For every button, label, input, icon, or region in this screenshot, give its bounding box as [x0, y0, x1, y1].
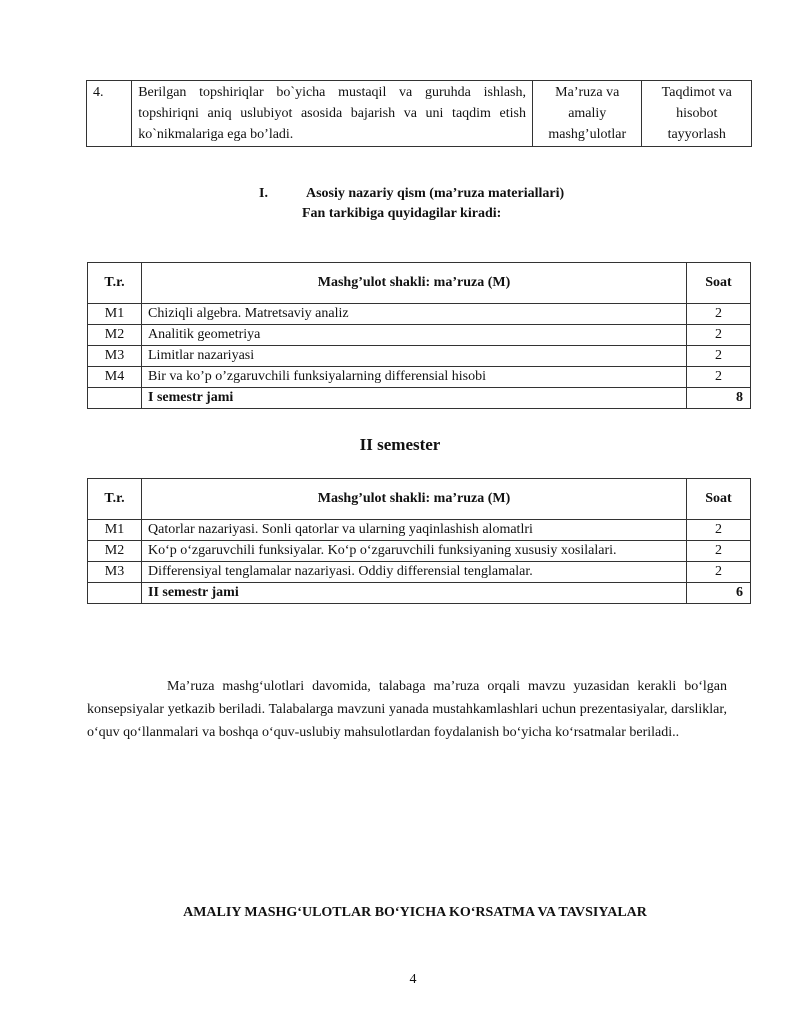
lecture-topic: Limitlar nazariyasi — [142, 346, 687, 367]
lecture-topic: Bir va ko’p o’zgaruvchili funksiyalarning differensial hisobi — [142, 367, 687, 388]
column-header-hours: Soat — [687, 479, 751, 520]
total-label: I semestr jami — [142, 388, 687, 409]
total-hours: 8 — [687, 388, 751, 409]
lecture-code: M4 — [88, 367, 142, 388]
section-title: Asosiy nazariy qism (ma’ruza materiallari) — [306, 186, 565, 201]
lecture-code: M3 — [88, 562, 142, 583]
lecture-description-paragraph — [87, 675, 727, 744]
lecture-hours: 2 — [687, 304, 751, 325]
section-subtitle: Fan tarkibiga quyidagilar kiradi: — [302, 206, 502, 221]
table-total-row — [88, 583, 751, 604]
table-header-row — [88, 479, 751, 520]
semester1-lecture-table — [87, 262, 751, 409]
table-row — [87, 81, 752, 147]
assessment-form — [642, 81, 752, 147]
lecture-topic: Qatorlar nazariyasi. Sonli qatorlar va ularning yaqinlashish alomatlri — [142, 520, 687, 541]
lecture-code: M1 — [88, 520, 142, 541]
lecture-hours: 2 — [687, 367, 751, 388]
learning-form-line: mashg’ulotlar — [548, 127, 627, 142]
practical-section-heading: AMALIY MASHG‘ULOTLAR BO‘YICHA KO‘RSATMA VA TAVSIYALAR — [183, 905, 647, 920]
learning-form-line: Ma’ruza va — [555, 85, 620, 100]
table-row — [88, 304, 751, 325]
assessment-form-line: tayyorlash — [667, 127, 726, 142]
assessment-form-line: Taqdimot va — [661, 85, 732, 100]
table-row — [88, 520, 751, 541]
section-number: I. — [259, 186, 268, 201]
competency-text: Berilgan topshiriqlar bo`yicha mustaqil va guruhda ishlash, topshiriqni aniq uslubiyot asosida bajarish va uni taqdim etish ko`nikmalariga ega bo’ladi. — [132, 81, 533, 147]
lecture-hours: 2 — [687, 520, 751, 541]
table-row — [88, 562, 751, 583]
lecture-code: M1 — [88, 304, 142, 325]
lecture-topic: Chiziqli algebra. Matretsaviy analiz — [142, 304, 687, 325]
lecture-hours: 2 — [687, 562, 751, 583]
lecture-code: M2 — [88, 325, 142, 346]
total-label: II semestr jami — [142, 583, 687, 604]
table-row — [88, 541, 751, 562]
column-header-lecture: Mashg’ulot shakli: ma’ruza (M) — [142, 479, 687, 520]
lecture-code: M2 — [88, 541, 142, 562]
row-number: 4. — [87, 81, 132, 147]
table-header-row — [88, 263, 751, 304]
table-total-row — [88, 388, 751, 409]
column-header-lecture: Mashg’ulot shakli: ma’ruza (M) — [142, 263, 687, 304]
lecture-topic: Ko‘p o‘zgaruvchili funksiyalar. Ko‘p o‘zgaruvchili funksiyaning xususiy xosilalari. — [142, 541, 687, 562]
learning-form-line: amaliy — [568, 106, 607, 121]
semester2-lecture-table — [87, 478, 751, 604]
column-header-tr: T.r. — [88, 263, 142, 304]
lecture-topic: Differensiyal tenglamalar nazariyasi. Oddiy differensial tenglamalar. — [142, 562, 687, 583]
column-header-tr: T.r. — [88, 479, 142, 520]
page-number: 4 — [409, 972, 417, 987]
table-row — [88, 325, 751, 346]
empty-cell — [88, 583, 142, 604]
column-header-hours: Soat — [687, 263, 751, 304]
total-hours: 6 — [687, 583, 751, 604]
lecture-hours: 2 — [687, 346, 751, 367]
lecture-hours: 2 — [687, 325, 751, 346]
table-row — [88, 346, 751, 367]
table-row — [88, 367, 751, 388]
lecture-code: M3 — [88, 346, 142, 367]
paragraph-text: Ma’ruza mashg‘ulotlari davomida, talabaga ma’ruza orqali mavzu yuzasidan kerakli bo‘lgan konsepsiyalar yetkazib beriladi. Talabalarga mavzuni yanada mustahkamlashlari uchun prezentasiyalar, darsliklar, o‘quv qo‘llanmalari va boshqa o‘quv-uslubiy mahsulotlardan foydalanish bo‘yicha ko‘rsatmalar beriladi.. — [87, 679, 727, 740]
lecture-topic: Analitik geometriya — [142, 325, 687, 346]
competency-table — [86, 80, 752, 147]
empty-cell — [88, 388, 142, 409]
assessment-form-line: hisobot — [676, 106, 718, 121]
semester2-heading: II semester — [359, 435, 441, 454]
lecture-hours: 2 — [687, 541, 751, 562]
learning-form — [533, 81, 642, 147]
